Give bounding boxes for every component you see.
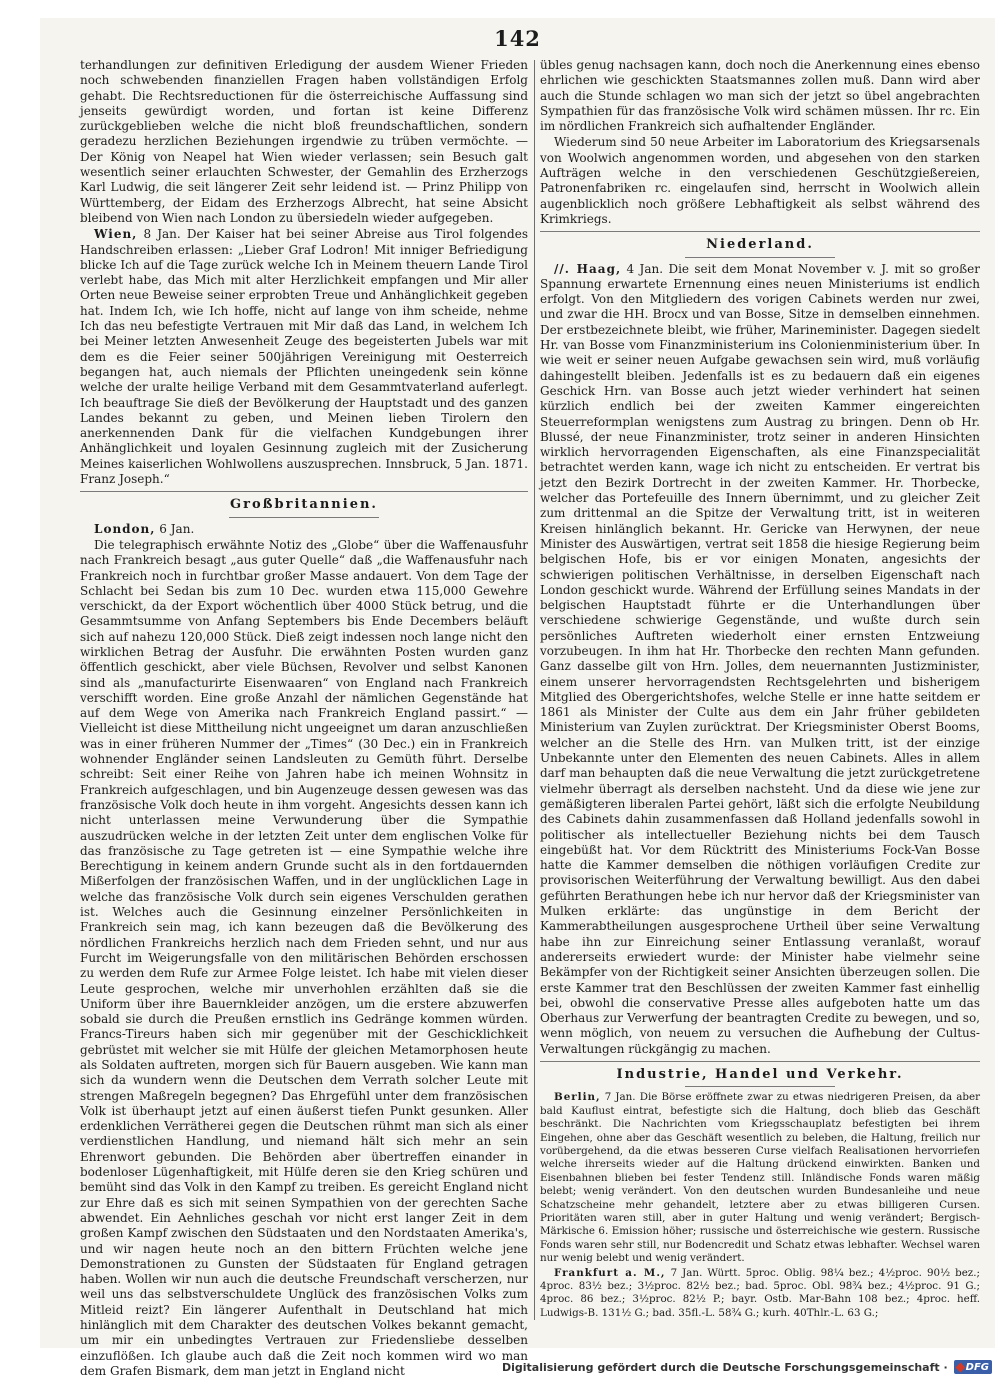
digitization-footer xyxy=(502,1358,992,1376)
dateline-london-date: 6 Jan. xyxy=(159,521,195,536)
dfg-logo-icon xyxy=(955,1362,965,1372)
dateline-haag: //. Haag, xyxy=(554,261,622,276)
section-rule xyxy=(80,491,528,492)
section-heading-grossbritannien: Großbritannien. xyxy=(230,497,378,513)
article-frankfurt-text: 7 Jan. Württ. 5proc. Oblig. 98¼ bez.; 4½proc. 90½ bez.; 4proc. 83½ bez.; 3½proc. 82½ bez.; bad. 5proc. Obl. 98¾ bez.; 4½proc. 91 G.; 4proc. 86 bez.; 3½proc. 82½ P.; bayr. Ostb. Mar-Bahn 108 bez.; 4proc. heff. Ludwigs-B. 131½ G.; bad. 35fl.-L. 58¾ G.; kurh. 40Thlr.-L. 63 G.; xyxy=(540,1266,980,1319)
dateline-wien: Wien, xyxy=(94,227,138,242)
article-haag-text: 4 Jan. Die seit dem Monat November v. J. mit so großer Spannung erwartete Ernennung eines neuen Ministeriums ist endlich erfolgt. Von den Mitgliedern des vorigen Cabinets werden nur zwei, und zwar die HH. Brocx und van Bosse, Sitze in demselben einnehmen. Der erstbezeichnete bleibt, wie früher, Marineminister. Dagegen siedelt Hr. van Bosse vom Finanzministerium ins Colonienministerium über. In wie weit er seiner neuen Aufgabe gewachsen sein wird, muß vorläufig dahingestellt bleiben. Jedenfalls ist es zu bedauern daß ein eigenes Geschick Hrn. van Bosse auch jetzt wieder verhindert hat seinen kürzlich endlich bei der zweiten Kammer eingereichten Steuerreformplan wenigstens zum Austrag zu bringen. Denn ob Hr. Blussé, der neue Finanzminister, trotz seiner in anderen Hinsichten wirklich hervorragenden Eigenschaften, als eine Finanzspecialität betrachtet werden kann, wage ich nicht zu entscheiden. Er vertrat bis jetzt den Bezirk Dortrecht in der zweiten Kammer. Hr. Thorbecke, welcher das Portefeuille des Innern übernimmt, und zu gleicher Zeit zum drittenmal an die Spitze der Verwaltung tritt, ist in weiteren Kreisen hinlänglich bekannt. Hr. Gericke van Herwynen, der neue Minister des Auswärtigen, vertrat seit 1858 die hiesige Regierung beim belgischen Hofe, bis er vor einigen Monaten, angesichts der schwierigen politischen Verhältnisse, in derselben Eigenschaft nach London geschickt wurde. Während der Erfüllung seines Mandats in der belgischen Hauptstadt führte er die Unterhandlungen über verschiedene schwierige Gegenstände, und wußte durch sein persönliches Auftreten wiederholt einer ernsten Entzweiung vorzubeugen. In ihm hat Hr. Thorbecke den rechten Mann gefunden. Ganz dasselbe gilt von Hrn. Jolles, dem neuernannten Justizminister, einem unserer hervorragendsten Rechtsgelehrten und bisherigem Mitglied des Obergerichtshofes, welche Stelle er inne hatte seitdem er 1861 als Minister der Culte aus dem ein Jahr früher gebildeten Ministerium van Zuylen zurücktrat. Der Kriegsminister Oberst Booms, welcher an die Stelle des Hrn. van Mulken tritt, ist der einzige Unbekannte unter den Elementen des neuen Cabinets. Alles in allem darf man behaupten daß die neue Verwaltung die jetzt zurückgetretene vielmehr überragt als derselben nachsteht. Und da diese wie jene zur gemäßigteren liberalen Partei gehört, läßt sich die erfolgte Neubildung des Cabinets dahin zusammenfassen daß Holland jedenfalls sowohl in politischer als intellectueller Beziehung nichts bei dem Tausch eingebüßt hat. Vor dem Rücktritt des Ministeriums Fock-Van Bosse hatte die Kammer demselben die nöthigen vorläufigen Credite zur provisorischen Weiterführung der Verwaltung bewilligt. Aus den dabei geführten Berathungen hebe ich nur hervor daß der Kriegsminister van Mulken erklärte: das ungünstige in dem Bericht der Kammerabtheilungen ausgesprochene Urtheil über seine Verwaltung habe ihn zur Einreichung seiner Entlassung veranlaßt, worauf andererseits erwiedert wurde: der Minister habe vielmehr seine Bekämpfer von der Richtigkeit seiner Ansichten überzeugen sollen. Die erste Kammer trat den Beschlüssen der zweiten Kammer fast einhellig bei, obwohl die conservative Presse alles aufgeboten hatte um das Oberhaus zur Verwerfung der beantragten Credite zu bewegen, und so, wenn möglich, von neuem zu versuchen die Aufhebung der Cultus-Verwaltungen rückgängig zu machen. xyxy=(540,261,981,1056)
article-wien-text: 8 Jan. Der Kaiser hat bei seiner Abreise aus Tirol folgendes Handschreiben erlassen: „Lieber Graf Lodron! Mit inniger Befriedigung blicke Ich auf die Tage zurück welche Ich in Meinem theuern Lande Tirol verlebt habe, das Mich mit alter Herzlichkeit empfangen und Mir aller Orten neue Beweise seiner erprobten Treue und Anhänglichkeit gegeben hat. Indem Ich, wie Ich hoffe, nicht auf lange von ihm scheide, nehme Ich das neu befestigte Vertrauen mit Mir daß das Land, in welchem Ich bei Meiner letzten Anwesenheit Zeuge des begeisterten Jubels war mit dem es die Feier seiner 500jährigen Vereinigung mit Oesterreich begangen hat, auch niemals der Pflichten uneingedenk sein könne welche der uralte heilige Verband mit dem Gesammtvaterland auferlegt. Ich beauftrage Sie dieß der Bevölkerung der Hauptstadt und des ganzen Landes bekannt zu geben, und Meinen lieben Tirolern den anerkennenden Dank für die vielfachen Kundgebungen ihrer Anhänglichkeit und loyalen Gesinnung zugleich mit der Zusicherung Meines kaiserlichen Wohlwollens auszusprechen. Innsbruck, 5 Jan. 1871. Franz Joseph.“ xyxy=(80,227,528,487)
section-rule xyxy=(685,1086,835,1087)
article-wien xyxy=(80,227,528,487)
article-frankfurt xyxy=(540,1267,980,1321)
article-vienna-negotiations: terhandlungen zur definitiven Erledigung der ausdem Wiener Frieden noch schwebenden finanziellen Fragen haben vollständigen Erfolg gehabt. Die Rechtsreductionen für die österreichische Auffassung sind jenseits gewürdigt worden, und fortan ist keine Differenz zurückgeblieben welche die nicht bloß freundschaftlichen, sondern geradezu herzlichen Beziehungen irgendwie zu trüben vermöchte. — Der König von Neapel hat Wien wieder verlassen; sein Besuch galt wesentlich seiner erlauchten Schwester, der Gemahlin des Erzherzogs Karl Ludwig, die seit längerer Zeit sehr leidend ist. — Prinz Philipp von Württemberg, der Eidam des Erzherzogs Albrecht, hat seine Absicht bleibend von Wien nach London zu übersiedeln wieder aufgegeben. xyxy=(80,58,528,225)
section-rule xyxy=(685,257,835,258)
section-rule xyxy=(540,231,980,232)
article-haag xyxy=(540,262,980,1057)
dateline-london: London, xyxy=(94,521,156,536)
right-column xyxy=(540,58,980,1348)
article-london-dateline xyxy=(80,522,528,537)
article-berlin xyxy=(540,1091,980,1265)
page-number: 142 xyxy=(494,26,541,51)
section-heading-niederland: Niederland. xyxy=(706,237,814,253)
footer-credit-text: Digitalisierung gefördert durch die Deutsche Forschungsgemeinschaft · xyxy=(501,1360,948,1374)
article-woolwich: Wiederum sind 50 neue Arbeiter im Laboratorium des Kriegsarsenals von Woolwich angenommen worden, und abgesehen von den starken Aufträgen welche in den verschiedenen Geschützgießereien, Patronenfabriken rc. eingelaufen sind, herrscht in Woolwich allein augenblicklich noch größere Lebhaftigkeit als selbst während des Krimkriegs. xyxy=(540,135,980,226)
left-column xyxy=(80,58,528,1378)
dfg-logo xyxy=(954,1360,992,1374)
dfg-logo-text: DFG xyxy=(965,1361,989,1373)
article-london-continued: übles genug nachsagen kann, doch noch die Anerkennung eines ebenso ehrlichen wie geschickten Staatsmannes zollen muß. Dann wird aber auch die Stunde schlagen wo man sich der jetzt so übel angebrachten Sympathien für das französische Volk wird schämen müssen. Ihr rc. Ein im nördlichen Frankreich sich aufhaltender Engländer. xyxy=(540,58,980,134)
article-berlin-text: 7 Jan. Die Börse eröffnete zwar zu etwas niedrigeren Preisen, da aber bald Kauflust eintrat, befestigte sich die Haltung, doch blieb das Geschäft beschränkt. Die Nachrichten vom Kriegsschauplatz befestigten bei ihrem Eingehen, ohne aber das Geschäft wesentlich zu beleben, die Haltung, freilich nur vorübergehend, da die etwas besseren Curse vielfach Realisationen hervorriefen welche ihrerseits wieder auf die Haltung drückend einwirkten. Banken und Eisenbahnen blieben bei fester Tendenz still. Inländische Fonds waren mäßig belebt; wenig verändert. Von den deutschen wurden Bundesanleihe und neue Schatzscheine mehr gehandelt, letztere aber zu etwas billigeren Cursen. Prioritäten waren still, aber in guter Haltung und wenig verändert; Bergisch-Märkische 6. Emission höher; russische und österreichische wie gestern. Russische Fonds waren sehr still, nur Bodencredit und Schatz etwas lebhafter. Wechsel waren nur wenig belebt und wenig verändert. xyxy=(540,1091,981,1265)
section-heading-industrie: Industrie, Handel und Verkehr. xyxy=(616,1067,904,1082)
dateline-frankfurt: Frankfurt a. M., xyxy=(554,1266,666,1279)
article-london: Die telegraphisch erwähnte Notiz des „Globe“ über die Waffenausfuhr nach Frankreich besagt „aus guter Quelle“ daß „die Waffenausfuhr nach Frankreich noch in furchtbar großer Masse andauert. Von dem Tage der Schlacht bei Sedan bis zum 10 Dec. wurden etwa 115,000 Gewehre verschickt, da der Export wöchentlich über 4000 Stück betrug, und die Gesammtsumme von Anfang Septembers bis Ende Decembers beläuft sich auf nahezu 120,000 Stück. Dieß zeigt indessen noch lange nicht den wirklichen Betrag der Ausfuhr. Die erwähnten Posten wurden ganz öffentlich geschickt, aber viele Büchsen, Revolver und selbst Kanonen sind als „manufacturirte Eisenwaaren“ von England nach Frankreich verschifft worden. Eine große Anzahl der nämlichen Gegenstände hat auf dem Wege von Amerika nach Frankreich England passirt.“ — Vielleicht ist diese Mittheilung nicht ungeeignet um daran anzuschließen was in einer früheren Nummer der „Times“ (30 Dec.) ein in Frankreich wohnender Engländer seinen Landsleuten zu Gemüth führt. Derselbe schreibt: Seit einer Reihe von Jahren habe ich meinen Wohnsitz in Frankreich aufgeschlagen, und bin Augenzeuge dessen gewesen was das französische Volk doch heute in ihm vorgeht. Angesichts dessen kann ich nicht unterlassen meine Verwunderung über die Sympathie auszudrücken welche in der letzten Zeit unter dem englischen Volke für das französische zu Tage getreten ist — eine Sympathie welche ihre Berechtigung in keinem andern Grunde sucht als in den fortdauernden Mißerfolgen der französischen Waffen, und in der unglücklichen Lage in welche das französische Volk durch sein eigenes Verschulden gerathen ist. Welches auch die Gesinnung einzelner Persönlichkeiten in Frankreich sein mag, ich kann bezeugen daß die Bevölkerung des nördlichen Frankreichs herzlich nach dem Frieden sehnt, und nur aus Furcht im Weigerungsfalle von den militärischen Behörden erschossen zu werden dem Rufe zur Armee Folge leistet. Ich habe mit vielen dieser Leute gesprochen, welche mir unverhohlen erzählten daß sie die Uniform über ihre Bauernkleider anzögen, um die erstere abzuwerfen sobald sie durch die Preußen ernstlich ins Gedränge kommen würden. Francs-Tireurs haben sich mir gegenüber mit der Geschicklichkeit gebrüstet mit welcher sie mit Hülfe der gleichen Metamorphosen heute als Soldaten auftreten, morgen sich für Bauern ausgeben. Wie kann man sich da wundern wenn die Deutschen dem Verrath solcher Leute mit strengen Maßregeln begegnen? Das Ehrgefühl unter dem französischen Volk ist überhaupt jetzt auf einen äußerst tiefen Punkt gesunken. Aller erdenklichen Verrätherei gegen die Deutschen rühmt man sich als einer verdienstlichen Handlung, und niemand hält sich mehr an sein Ehrenwort gebunden. Die Behörden aber übertreffen einander in bodenloser Lügenhaftigkeit, mit Hülfe deren sie den Krieg schüren und bemüht sind das Volk in den Kampf zu treiben. Es gereicht England nicht zur Ehre daß es sich mit seinen Sympathien von der gerechten Sache abwendet. Ein Aehnliches geschah vor nicht erst langer Zeit in dem großen Kampf zwischen den Südstaaten und den Nordstaaten Amerika's, und wir nagen heute noch an den bittern Früchten welche jene Demonstrationen zu Gunsten der Südstaaten für England getragen haben. Wollen wir nun auch die deutsche Freundschaft verscherzen, nur weil uns das selbstverschuldete Unglück des französischen Volks zum Mitleid reizt? Ein längerer Aufenthalt in Deutschland hat mich hinlänglich mit dem Charakter des deutschen Volkes bekannt gemacht, um mir ein unbedingtes Vertrauen zur Friedensliebe desselben einzuflößen. Ich glaube auch daß die Zeit noch kommen wird wo man dem Grafen Bismark, dem man jetzt in England nicht xyxy=(80,537,528,1378)
section-rule xyxy=(229,517,379,518)
section-rule xyxy=(540,1061,980,1062)
column-divider xyxy=(534,60,535,1320)
dateline-berlin: Berlin, xyxy=(554,1091,601,1104)
